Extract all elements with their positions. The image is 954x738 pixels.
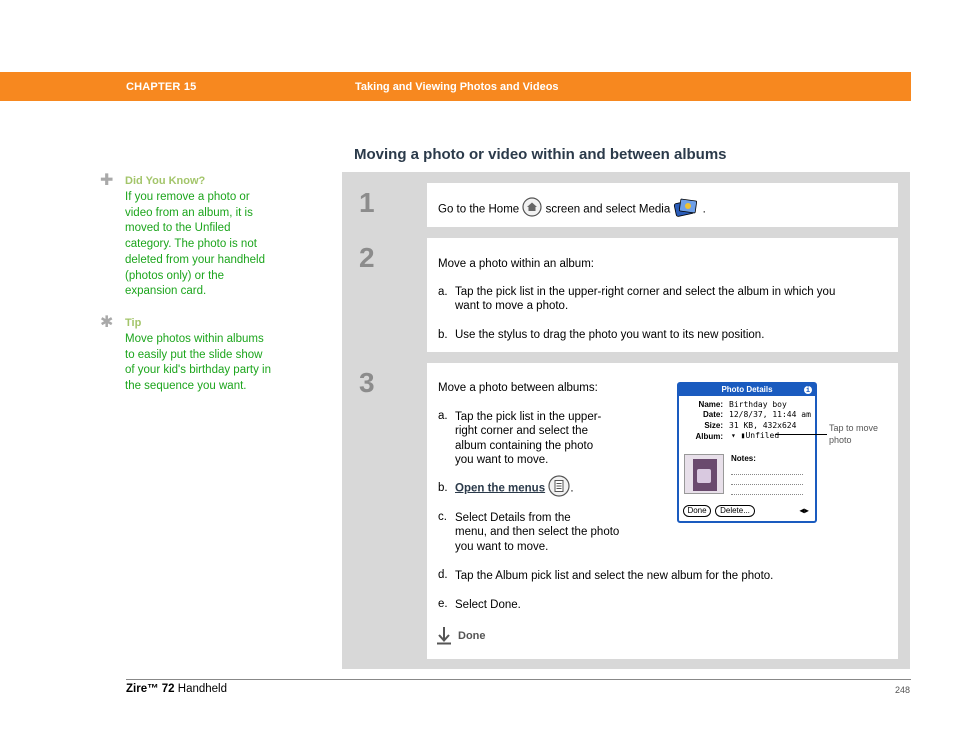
info-icon[interactable]: i (805, 386, 811, 394)
step-body (427, 238, 898, 352)
step-body (427, 363, 898, 659)
photo-thumbnail (684, 454, 724, 494)
step-3b-text (455, 475, 574, 502)
delete-button[interactable]: Delete... (715, 505, 755, 517)
media-icon (673, 197, 699, 222)
photo-details-title: Photo Details (679, 384, 815, 396)
done-label: Done (458, 630, 486, 642)
tip-text: Move photos within albums to easily put the slide show of your kid's birthday party in the sequence you want. (125, 333, 272, 393)
name-value[interactable]: Birthday boy (729, 400, 787, 409)
step-3b-letter: b. (438, 482, 448, 494)
step-2a-line2: want to move a photo. (455, 300, 569, 312)
footer-product-bold: Zire™ 72 (126, 683, 175, 695)
menu-icon (548, 475, 570, 502)
album-label: Album: (695, 432, 723, 441)
did-you-know-note (100, 174, 280, 304)
step-2a-letter: a. (438, 286, 448, 298)
step-3c-letter: c. (438, 511, 447, 523)
step-1-text-middle: screen and select Media (545, 203, 671, 216)
step-3e-letter: e. (438, 598, 448, 610)
step-2b-text: Use the stylus to drag the photo you want to its new position. (455, 329, 765, 341)
footer-product (126, 683, 227, 695)
navigation-arrows-icon[interactable]: ◀▶ (799, 506, 809, 515)
photo-details-screen (677, 382, 817, 523)
did-you-know-text: If you remove a photo or video from an album, it is moved to the Unfiled category. The photo is not deleted from your handheld (photos only) or the expansion card. (125, 191, 266, 298)
callout-line (775, 434, 827, 435)
step-2a-line1: Tap the pick list in the upper-right corner and select the album in which you (455, 286, 836, 298)
step-3c-line1: Select Details from the (455, 512, 571, 524)
tip-title: Tip (125, 317, 142, 329)
footer-rule (126, 679, 911, 680)
step-1-text-before: Go to the Home (438, 203, 520, 216)
step-2 (353, 238, 898, 352)
name-label: Name: (698, 400, 723, 409)
chapter-title: Taking and Viewing Photos and Videos (355, 81, 559, 93)
step-3b-after: . (570, 482, 574, 495)
photo-thumbnail-subject (697, 469, 711, 483)
step-3a-line1: Tap the pick list in the upper- (455, 411, 602, 423)
step-2-intro: Move a photo within an album: (438, 258, 594, 270)
plus-icon: ✚ (100, 172, 114, 189)
step-3c-line2: menu, and then select the photo (455, 526, 620, 538)
step-1-text (438, 197, 706, 222)
section-heading: Moving a photo or video within and between albums (354, 146, 727, 163)
step-3a-letter: a. (438, 410, 448, 422)
step-number: 2 (359, 242, 375, 273)
open-the-menus-link[interactable]: Open the menus (455, 482, 546, 495)
step-3c-line3: you want to move. (455, 541, 549, 553)
step-3-intro: Move a photo between albums: (438, 382, 598, 394)
size-value: 31 KB, 432x624 (729, 421, 797, 430)
step-1 (353, 183, 898, 227)
done-arrow-icon (437, 627, 453, 650)
date-value: 12/8/37, 11:44 am (729, 410, 811, 419)
notes-line[interactable] (731, 474, 803, 475)
home-icon (522, 197, 542, 222)
asterisk-icon: ✱ (100, 314, 114, 331)
page-number: 248 (895, 685, 911, 695)
callout-text: Tap to move photo (829, 423, 879, 445)
notes-line[interactable] (731, 484, 803, 485)
step-3a-line3: album containing the photo (455, 440, 594, 452)
step-1-text-after: . (702, 203, 706, 216)
tip-note (100, 316, 280, 416)
album-picklist[interactable]: ▾ ▮Unfiled (731, 431, 780, 440)
step-3a-line2: right corner and select the (455, 425, 588, 437)
size-label: Size: (704, 421, 723, 430)
step-3a-line4: you want to move. (455, 454, 549, 466)
step-number: 3 (359, 367, 375, 398)
chapter-label: CHAPTER 15 (126, 81, 197, 93)
footer-product-rest: Handheld (174, 683, 228, 695)
step-number: 1 (359, 187, 375, 218)
notes-line[interactable] (731, 494, 803, 495)
done-button[interactable]: Done (683, 505, 711, 517)
step-3d-text: Tap the Album pick list and select the new album for the photo. (455, 570, 774, 582)
notes-label: Notes: (731, 454, 756, 463)
step-body (427, 183, 898, 227)
step-3d-letter: d. (438, 569, 448, 581)
date-label: Date: (702, 410, 723, 419)
step-3e-text: Select Done. (455, 599, 521, 611)
did-you-know-title: Did You Know? (125, 175, 206, 187)
step-2b-letter: b. (438, 329, 448, 341)
